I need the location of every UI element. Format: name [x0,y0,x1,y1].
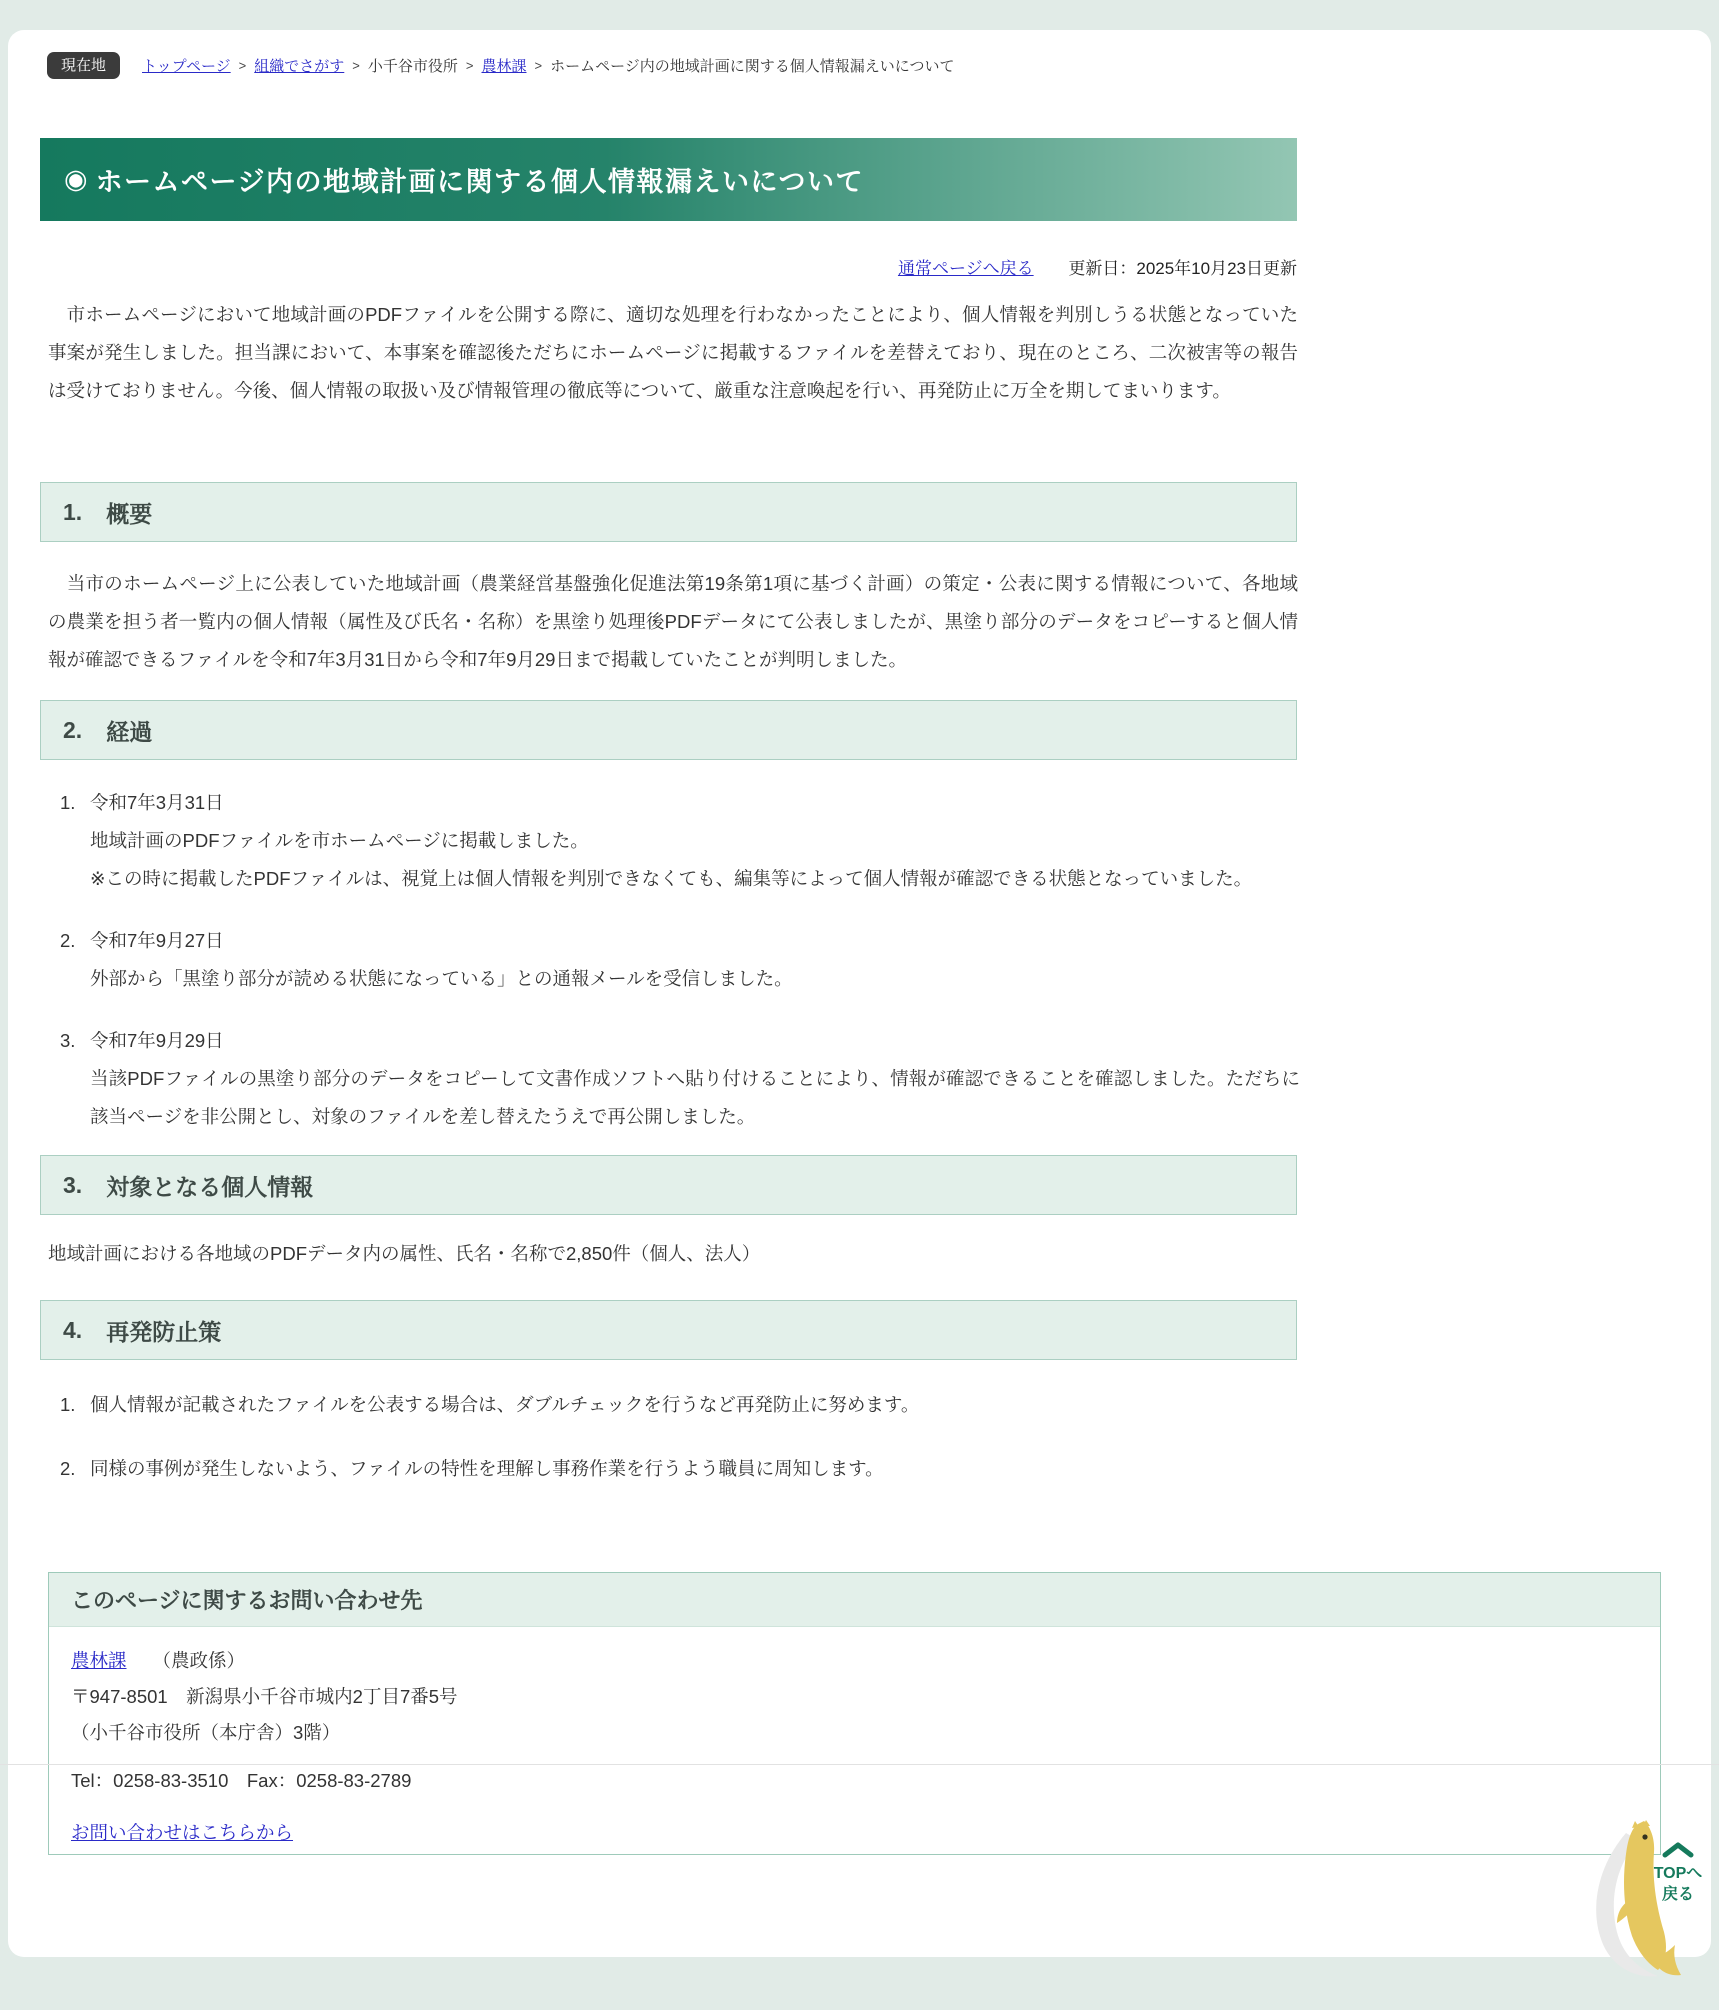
contact-department-row [71,1643,1638,1679]
timeline-item [60,784,1300,898]
breadcrumb-separator: > [534,58,543,73]
department-note: （農政係） [152,1650,246,1671]
breadcrumb-trail [142,55,954,76]
section-number: 3. [63,1171,83,1198]
item-text: 外部から「黒塗り部分が読める状態になっている」との通報メールを受信しました。 [90,968,793,989]
prevention-item [60,1450,1300,1488]
item-text: ※この時に掲載したPDFファイルは、視覚上は個人情報を判別できなくても、編集等によって個人情報が確認できる状態となっていました。 [90,868,1253,889]
section-heading-affected-info [40,1155,1297,1215]
section-title: 再発防止策 [106,1318,222,1345]
item-number: 3. [60,1030,76,1051]
postal-address: 〒947-8501 新潟県小千谷市城内2丁目7番5号 [71,1686,458,1707]
section-number: 4. [63,1316,83,1343]
breadcrumb-separator: > [352,58,360,73]
item-number: 1. [60,1394,76,1415]
item-text: 個人情報が記載されたファイルを公表する場合は、ダブルチェックを行うなど再発防止に努めます。 [90,1394,920,1415]
seam-divider [0,1764,1719,1765]
section-title: 経過 [106,718,153,745]
updated-date: 更新日：2025年10月23日更新 [1068,259,1297,278]
breadcrumb-link-agriculture-division[interactable]: 農林課 [481,58,527,75]
timeline-list [60,784,1300,1160]
section-overview-body: 当市のホームページ上に公表していた地域計画（農業経営基盤強化促進法第19条第1項に基づく計画）の策定・公表に関する情報について、各地域の農業を担う者一覧内の個人情報（属性及び氏名・名称）を黒塗り処理後PDFデータにて公表しましたが、黒塗り部分のデータをコピーすると個人情報が確認できるファイルを令和7年3月31日から令和7年9月29日まで掲載していたことが判明しました。 [48,573,1298,670]
section-number: 2. [63,716,83,743]
breadcrumb-separator: > [238,58,247,73]
item-date: 令和7年9月27日 [90,930,224,951]
timeline-item [60,1022,1300,1136]
page-title-banner [40,138,1297,221]
section-heading-overview [40,482,1297,542]
chevron-up-icon [1661,1842,1695,1858]
section-number: 1. [63,498,83,525]
title-bullet-icon: ◉ [64,164,88,194]
breadcrumb-link-find-by-org[interactable]: 組織でさがす [254,58,345,75]
intro-paragraph: 市ホームページにおいて地域計画のPDFファイルを公開する際に、適切な処理を行わなかったことにより、個人情報を判別しうる状態となっていた事案が発生しました。担当課において、本事案を確認後ただちにホームページに掲載するファイルを差替えており、現在のところ、二次被害等の報告は受けておりません。今後、個人情報の取扱い及び情報管理の徹底等について、厳重な注意喚起を行い、再発防止に万全を期してまいります。 [48,304,1298,401]
back-to-normal-page-link[interactable]: 通常ページへ戻る [897,259,1034,278]
section-affected-info-body: 地域計画における各地域のPDFデータ内の属性、氏名・名称で2,850件（個人、法人） [48,1243,761,1264]
breadcrumb-item-current-page: ホームページ内の地域計画に関する個人情報漏えいについて [550,58,955,75]
item-number: 2. [60,1458,76,1479]
item-number: 1. [60,792,76,813]
breadcrumb-link-top-page[interactable]: トップページ [142,58,231,75]
breadcrumb-separator: > [465,58,474,73]
section-heading-timeline [40,700,1297,760]
page-title: ホームページ内の地域計画に関する個人情報漏えいについて [95,167,864,197]
department-link[interactable]: 農林課 [71,1650,127,1671]
content-card [8,30,1711,1957]
item-date: 令和7年9月29日 [90,1030,224,1051]
contact-heading: このページに関するお問い合わせ先 [49,1573,1660,1627]
contact-box [48,1572,1661,1855]
back-to-top-label: TOPへ 戻る [1650,1842,1706,1905]
page-meta-row [40,254,1297,279]
back-to-top-button[interactable] [1588,1812,1706,1974]
item-text: 地域計画のPDFファイルを市ホームページに掲載しました。 [90,830,589,851]
timeline-item [60,922,1300,998]
item-date: 令和7年3月31日 [90,792,224,813]
tel-fax: Tel：0258-83-3510 Fax：0258-83-2789 [71,1770,412,1791]
current-location-badge: 現在地 [47,52,120,79]
section-title: 対象となる個人情報 [106,1173,314,1200]
building-floor: （小千谷市役所（本庁舎）3階） [71,1722,341,1743]
contact-body [49,1627,1660,1851]
section-heading-prevention [40,1300,1297,1360]
prevention-item [60,1386,1300,1424]
prevention-list [60,1386,1300,1514]
item-text: 同様の事例が発生しないよう、ファイルの特性を理解し事務作業を行うよう職員に周知します。 [90,1458,884,1479]
breadcrumb-item-city-hall: 小千谷市役所 [367,58,458,75]
item-text: 当該PDFファイルの黒塗り部分のデータをコピーして文書作成ソフトへ貼り付けることにより、情報が確認できることを確認しました。ただちに該当ページを非公開とし、対象のファイルを差し替えたうえで再公開しました。 [90,1068,1300,1127]
breadcrumb [47,52,955,79]
contact-page-link[interactable]: お問い合わせはこちらから [71,1822,294,1843]
item-number: 2. [60,930,76,951]
section-title: 概要 [106,500,153,527]
